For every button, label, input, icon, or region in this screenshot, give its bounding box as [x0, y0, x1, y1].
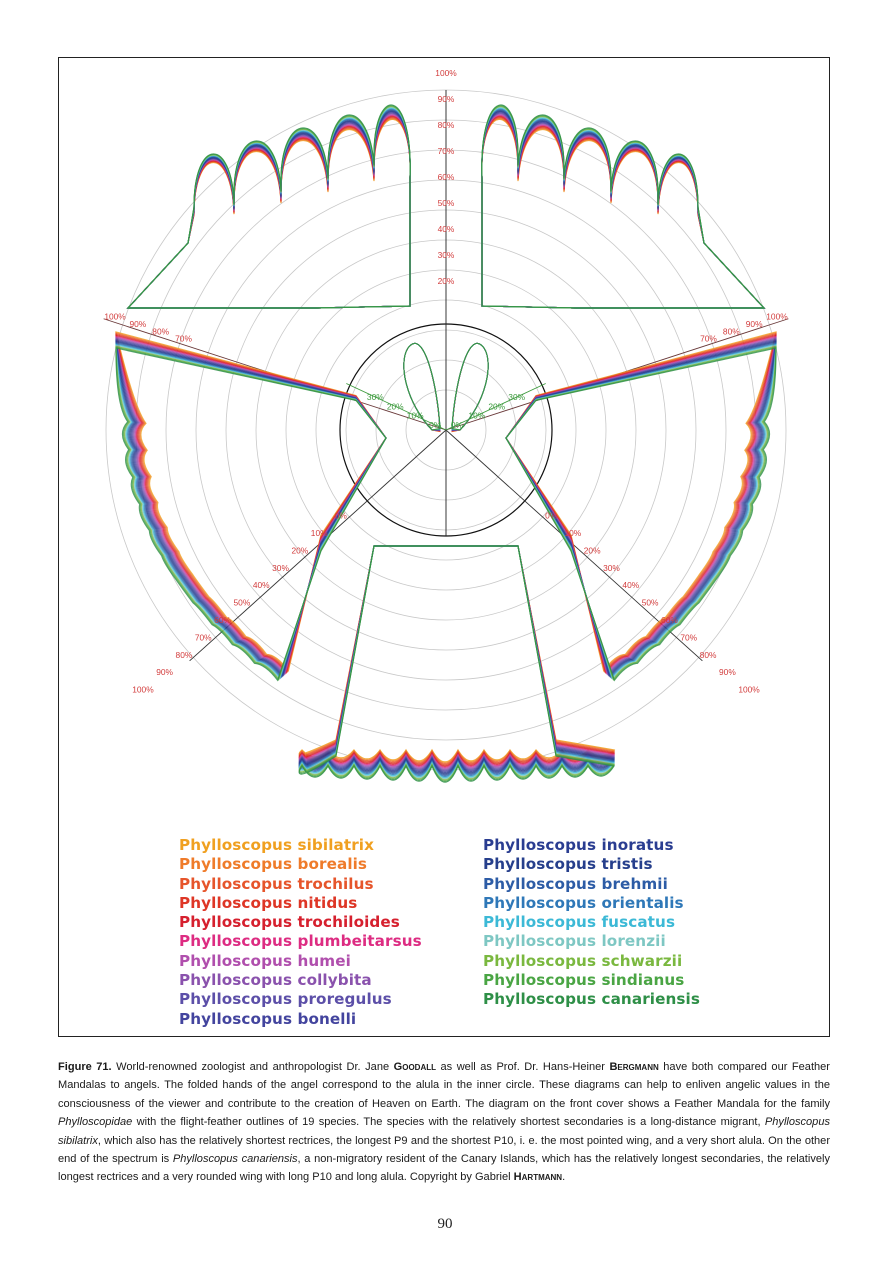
- scale-label: 0%: [334, 510, 347, 521]
- scale-label: 80%: [722, 326, 740, 337]
- scale-label: 60%: [214, 615, 231, 626]
- legend-item: Phylloscopus trochilus: [179, 874, 374, 893]
- caption-name: Goodall: [393, 1061, 436, 1074]
- caption-text: World-renowned zoologist and anthropologist Dr. Jane: [111, 1061, 394, 1074]
- scale-label: 80%: [699, 649, 717, 660]
- feather-outline: [299, 546, 614, 775]
- scale-label: 20%: [437, 276, 455, 286]
- caption-name: Bergmann: [609, 1061, 659, 1074]
- scale-label: 70%: [175, 333, 192, 344]
- feather-outline: [299, 546, 614, 768]
- feather-outline: [128, 107, 410, 308]
- scale-label: 20%: [386, 401, 404, 412]
- scale-label: 20%: [291, 545, 309, 556]
- caption-text: have both compared our Feather Mandalas to angels. The folded hands of the angel correspond to the alula in the inner circle. These diagrams can help to enliven angelic values in the consciousness of the viewer and contribute to the creation of Heaven on Earth. The diagram on the front cover shows a Feather Mandala for the family: [58, 1061, 830, 1110]
- feather-outline: [299, 546, 614, 769]
- caption-lead: Figure 71.: [58, 1061, 112, 1074]
- legend-item: Phylloscopus sibilatrix: [179, 836, 375, 854]
- scale-label: 90%: [156, 667, 173, 678]
- scale-label: 40%: [622, 580, 640, 591]
- scale-label: 70%: [437, 146, 455, 156]
- caption-name: Hartmann: [513, 1171, 563, 1184]
- feather-outline: [299, 546, 614, 770]
- caption-taxon: Phylloscopus canariensis: [172, 1153, 298, 1166]
- feather-outline: [482, 107, 764, 308]
- caption-text: , a non-migratory resident of the Canary Islands, which has the relatively longest secondaries, the relatively longest rectrices and a very rounded wing with long P10 and long alula. Copyright by Gabriel: [58, 1153, 830, 1184]
- scale-label: 90%: [129, 318, 147, 329]
- scale-label: 80%: [175, 649, 193, 660]
- legend-item: Phylloscopus sindianus: [483, 971, 685, 990]
- legend-item: Phylloscopus inoratus: [483, 836, 674, 854]
- scale-label: 50%: [437, 198, 455, 208]
- feather-outline: [128, 105, 410, 308]
- legend-item: Phylloscopus canariensis: [483, 990, 700, 1009]
- feather-outline: [299, 546, 614, 763]
- figure-caption: [58, 1058, 830, 1187]
- scale-label: 20%: [488, 401, 506, 412]
- scale-label: 90%: [745, 318, 763, 329]
- feather-outline: [128, 106, 410, 308]
- scale-label: 70%: [194, 632, 212, 643]
- scale-label: 100%: [104, 311, 126, 322]
- scale-label: 80%: [152, 326, 170, 337]
- feather-outline: [299, 546, 614, 765]
- feather-outline: [482, 105, 764, 308]
- caption-text: with the flight-feather outlines of 19 species. The species with the relatively shortest secondaries is a long-distance migrant,: [132, 1116, 765, 1129]
- legend-item: Phylloscopus proregulus: [179, 990, 392, 1009]
- figure-frame: [58, 57, 830, 1037]
- scale-label: 10%: [406, 410, 424, 421]
- caption-taxon: Phylloscopus sibilatrix: [58, 1116, 830, 1147]
- scale-label: 40%: [437, 224, 455, 234]
- scale-label: 0%: [450, 419, 463, 430]
- scale-label: 30%: [603, 562, 620, 573]
- legend-left-column: [179, 836, 422, 1029]
- legend-item: Phylloscopus lorenzii: [483, 932, 666, 951]
- legend-item: Phylloscopus schwarzii: [483, 951, 683, 970]
- scale-label: 60%: [437, 172, 455, 182]
- legend-item: Phylloscopus bonelli: [179, 1009, 357, 1028]
- page-number: 90: [437, 1216, 453, 1232]
- legend-right-column: [483, 836, 700, 1010]
- scale-label: 30%: [508, 392, 526, 403]
- legend-item: Phylloscopus trochiloides: [179, 913, 400, 932]
- scale-label: 70%: [680, 632, 698, 643]
- scale-label: 80%: [437, 120, 455, 130]
- scale-label: 0%: [545, 510, 558, 521]
- legend-item: Phylloscopus nitidus: [179, 893, 358, 912]
- scale-label: 30%: [272, 562, 289, 573]
- scale-label: 40%: [252, 580, 270, 591]
- legend-item: Phylloscopus borealis: [179, 855, 368, 874]
- feather-outline: [299, 546, 614, 766]
- scale-label: 90%: [719, 667, 736, 678]
- feather-mandala-diagram: [59, 58, 831, 1038]
- scale-label: 60%: [661, 615, 678, 626]
- legend-item: Phylloscopus humei: [179, 951, 351, 970]
- scale-label: 30%: [366, 392, 384, 403]
- scale-label: 100%: [738, 684, 760, 695]
- feather-outline: [299, 546, 614, 771]
- scale-label: 30%: [437, 250, 455, 260]
- scale-label: 0%: [429, 419, 442, 430]
- caption-text: , which also has the relatively shortest rectrices, the longest P9 and the shortest P10, i. e. the most pointed wing, and a very short alula. On the other end of the spectrum is: [58, 1134, 830, 1166]
- caption-taxon: Phylloscopidae: [58, 1116, 133, 1129]
- feather-outline: [482, 106, 764, 308]
- scale-label: 20%: [583, 545, 601, 556]
- scale-label: 10%: [468, 410, 486, 421]
- legend-item: Phylloscopus collybita: [179, 971, 372, 990]
- scale-label: 70%: [700, 333, 717, 344]
- scale-label: 10%: [564, 528, 582, 539]
- legend-item: Phylloscopus fuscatus: [483, 913, 676, 932]
- feather-outline: [299, 546, 614, 762]
- legend-item: Phylloscopus tristis: [483, 855, 653, 874]
- feather-outline: [128, 107, 410, 308]
- legend-item: Phylloscopus brehmii: [483, 874, 668, 893]
- caption-text: .: [562, 1171, 566, 1184]
- scale-label: 100%: [435, 68, 457, 78]
- caption-text: as well as Prof. Dr. Hans-Heiner: [436, 1061, 610, 1074]
- scale-label: 100%: [132, 684, 154, 695]
- scale-label: 100%: [766, 311, 788, 322]
- feather-outline: [482, 107, 764, 308]
- scale-label: 90%: [437, 94, 455, 104]
- scale-label: 50%: [233, 597, 251, 608]
- legend-item: Phylloscopus plumbeitarsus: [179, 932, 422, 951]
- scale-label: 50%: [641, 597, 659, 608]
- legend-item: Phylloscopus orientalis: [483, 893, 684, 912]
- feather-outline: [299, 546, 614, 764]
- scale-label: 10%: [310, 528, 328, 539]
